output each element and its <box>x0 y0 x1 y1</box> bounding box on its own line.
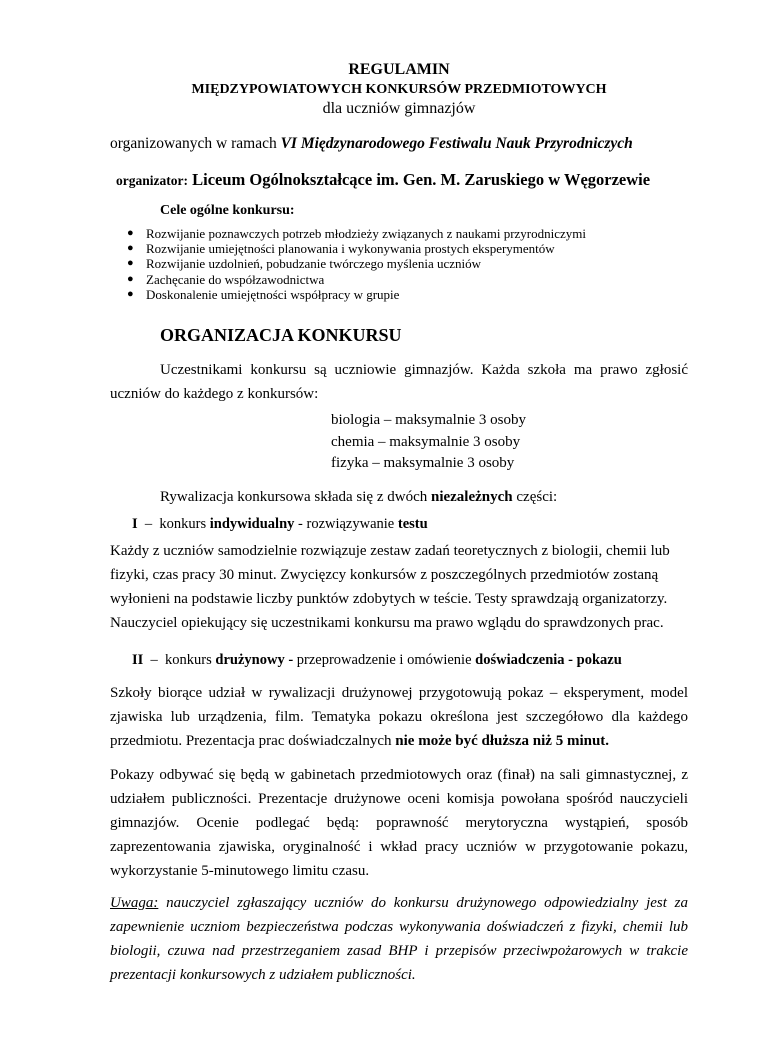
list-item: ● Rozwijanie uzdolnień, pobudzanie twórczego myślenia uczniów <box>127 256 482 272</box>
emphasis-independent: niezależnych <box>430 488 513 505</box>
list-item: ● Rozwijanie poznawczych potrzeb młodzieży związanych z naukami przyrodniczymi <box>127 226 587 241</box>
part2-number: II <box>132 651 144 668</box>
list-item: chemia – maksymalnie 3 osoby <box>331 433 521 450</box>
part2-body: Szkoły biorące udział w rywalizacji drużynowej przygotowują pokaz – eksperyment, model zjawiska lub urządzenia, film. Tematyka pokazu określona jest szczegółowo dla każdego przedmiotu. Prezentacja prac doświadczalnych nie może być dłuższa niż 5 minut. <box>110 684 688 749</box>
festival-line-prefix: organizowanych w ramach <box>110 135 281 152</box>
list-item: ● Doskonalenie umiejętności współpracy w grupie <box>127 286 400 302</box>
bullet-icon: ● <box>127 227 134 239</box>
rivalry-sentence: Rywalizacja konkursowa składa się z dwóch niezależnych części: <box>160 488 558 505</box>
part1-number: I <box>132 515 138 532</box>
organizer-line <box>116 169 688 192</box>
festival-line <box>110 134 688 154</box>
bullet-icon: ● <box>127 257 134 270</box>
festival-name: VI Międzynarodowego Festiwalu Nauk Przyrodniczych <box>280 135 633 152</box>
organization-intro: Uczestnikami konkursu są uczniowie gimnazjów. Każda szkoła ma prawo zgłosić uczniów do każdego z konkursów: <box>110 362 688 403</box>
part2-heading: II – konkurs drużynowy - przeprowadzenie i omówienie doświadczenia - pokazu <box>132 651 622 668</box>
bullet-icon: ● <box>127 272 134 285</box>
list-item: ● Zachęcanie do współzawodnictwa <box>127 271 325 287</box>
organizer-name: Liceum Ogólnokształcące im. Gen. M. Zaruskiego w Węgorzewie <box>192 170 651 189</box>
subject-limits-list <box>110 410 688 475</box>
goals-title: Cele ogólne konkursu: <box>160 203 295 218</box>
document-audience: dla uczniów gimnazjów <box>322 100 476 117</box>
bullet-icon: ● <box>127 242 134 255</box>
note-paragraph: Uwaga: nauczyciel zgłaszający uczniów do konkursu drużynowego odpowiedzialny jest za zapewnienie uczniom bezpieczeństwa podczas wykonywania doświadczeń z fizyki, chemii lub biologii, czuwa nad przestrzeganiem zasad BHP i przepisów przeciwpożarowych w trakcie prezentacji konkursowych z udziałem publiczności. <box>110 894 688 983</box>
time-limit-emphasis: nie może być dłuższa niż 5 minut. <box>395 732 610 749</box>
presentations-paragraph: Pokazy odbywać się będą w gabinetach przedmiotowych oraz (finał) na sali gimnastycznej, z udziałem publiczności. Prezentacje drużynowe oceni komisja powołana spośród nauczycieli gimnazjów. Ocenie podlegać będą: poprawność merytoryczna wystąpień, sposób zaprezentowania zjawiska, oryginalność i wkład pracy uczniów w przygotowanie pokazu, wykorzystanie 5-minutowego limitu czasu. <box>110 766 688 879</box>
organizer-label: organizator: <box>116 173 188 188</box>
goals-list <box>110 226 688 302</box>
document-page <box>0 60 768 1054</box>
bullet-icon: ● <box>127 287 134 300</box>
document-subtitle: MIĘDZYPOWIATOWYCH KONKURSÓW PRZEDMIOTOWYCH <box>191 82 607 97</box>
note-label: Uwaga: <box>110 894 159 911</box>
section-heading-organization: ORGANIZACJA KONKURSU <box>160 325 402 346</box>
part1-body: Każdy z uczniów samodzielnie rozwiązuje zestaw zadań teoretycznych z biologii, chemii lub fizyki, czas pracy 30 minut. Zwycięzcy konkursów z poszczególnych przedmiotów zostaną wyłonieni na podstawie liczby punktów zdobytych w teście. Testy sprawdzają organizatorzy. Nauczyciel opiekujący się uczestnikami konkursu ma prawo wglądu do sprawdzonych prac. <box>110 542 670 631</box>
part1-heading: I – konkurs indywidualny - rozwiązywanie testu <box>132 515 428 532</box>
document-title: REGULAMIN <box>348 61 450 78</box>
list-item: biologia – maksymalnie 3 osoby <box>331 412 526 429</box>
list-item: ● Rozwijanie umiejętności planowania i wykonywania prostych eksperymentów <box>127 241 555 257</box>
list-item: fizyka – maksymalnie 3 osoby <box>331 455 515 472</box>
